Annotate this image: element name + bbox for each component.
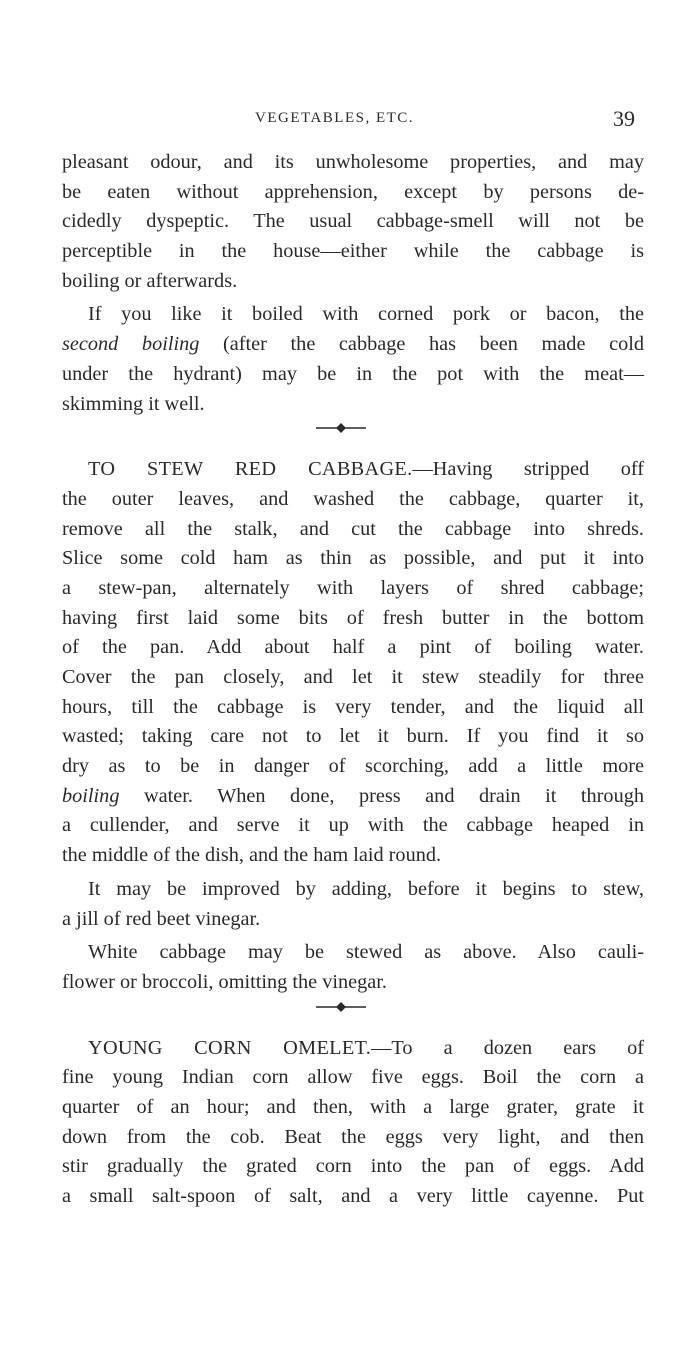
- paragraph-beet-vinegar: [62, 875, 644, 934]
- divider-ornament-icon: [316, 421, 366, 435]
- text-line: a stew-pan, alternately with layers of shred cabbage;: [62, 576, 644, 599]
- text-line: skimming it well.: [62, 392, 205, 415]
- text-line: remove all the stalk, and cut the cabbage into shreds.: [62, 517, 644, 540]
- recipe-red-cabbage: [62, 455, 644, 871]
- running-head: [0, 106, 700, 136]
- text-line: a small salt-spoon of salt, and a very little cayenne. Put: [62, 1185, 644, 1207]
- text-line: pleasant odour, and its unwholesome properties, and may: [62, 151, 644, 173]
- text-line: having first laid some bits of fresh butter in the bottom: [62, 606, 644, 629]
- text-line: the outer leaves, and washed the cabbage, quarter it,: [62, 487, 644, 510]
- text-line: Cover the pan closely, and let it stew steadily for three: [62, 666, 644, 688]
- text-span: (after the cabbage has been made cold: [199, 333, 644, 356]
- text-line: of the pan. Add about half a pint of boiling water.: [62, 636, 644, 659]
- italic-phrase: second boiling: [62, 333, 200, 356]
- text-line: dry as to be in danger of scorching, add a little more: [62, 755, 644, 778]
- text-line: under the hydrant) may be in the pot with the meat—: [62, 362, 644, 385]
- text-span: water. When done, press and drain it through: [119, 784, 644, 807]
- page-number: 39: [613, 106, 635, 131]
- paragraph-cabbage-continued: [62, 148, 644, 296]
- text-line: [62, 330, 644, 360]
- text-line: boiling or afterwards.: [62, 269, 238, 292]
- text-line: the middle of the dish, and the ham laid round.: [62, 844, 442, 867]
- recipe-corn-omelet: [62, 1034, 644, 1212]
- text-line: a cullender, and serve it up with the cabbage heaped in: [62, 814, 644, 837]
- text-line: down from the cob. Beat the eggs very light, and then: [62, 1125, 644, 1148]
- text-line: stir gradually the grated corn into the pan of eggs. Add: [62, 1155, 644, 1178]
- text-span: —To a dozen ears of: [371, 1036, 644, 1059]
- text-line: be eaten without apprehension, except by persons de-: [62, 180, 644, 203]
- text-line: quarter of an hour; and then, with a large grater, grate it: [62, 1095, 644, 1118]
- section-divider: [62, 998, 644, 1034]
- text-line: [62, 455, 644, 485]
- italic-phrase: boiling: [62, 784, 120, 807]
- text-line: hours, till the cabbage is very tender, and the liquid all: [62, 695, 644, 718]
- text-span: —Having stripped off: [412, 458, 644, 481]
- paragraph-corned-pork: [62, 300, 644, 419]
- text-line: If you like it boiled with corned pork or bacon, the: [88, 303, 644, 326]
- text-line: [62, 1034, 644, 1064]
- text-line: [62, 782, 644, 812]
- text-line: It may be improved by adding, before it begins to stew,: [88, 877, 644, 900]
- section-divider: [62, 419, 644, 455]
- text-line: perceptible in the house—either while the cabbage is: [62, 240, 644, 263]
- paragraph-white-cabbage: [62, 938, 644, 997]
- text-line: wasted; taking care not to let it burn. If you find it so: [62, 725, 644, 748]
- text-line: fine young Indian corn allow five eggs. Boil the corn a: [62, 1066, 644, 1089]
- body-text: [62, 148, 644, 1212]
- running-title: VEGETABLES, ETC.: [255, 110, 415, 126]
- recipe-title: TO STEW RED CABBAGE.: [88, 458, 413, 481]
- text-line: flower or broccoli, omitting the vinegar.: [62, 970, 387, 993]
- text-line: White cabbage may be stewed as above. Also cauli-: [88, 941, 644, 964]
- text-line: a jill of red beet vinegar.: [62, 907, 261, 930]
- text-line: Slice some cold ham as thin as possible, and put it into: [62, 547, 644, 570]
- text-line: cidedly dyspeptic. The usual cabbage-smell will not be: [62, 210, 644, 233]
- recipe-title: YOUNG CORN OMELET.: [88, 1036, 372, 1059]
- divider-ornament-icon: [316, 1000, 366, 1014]
